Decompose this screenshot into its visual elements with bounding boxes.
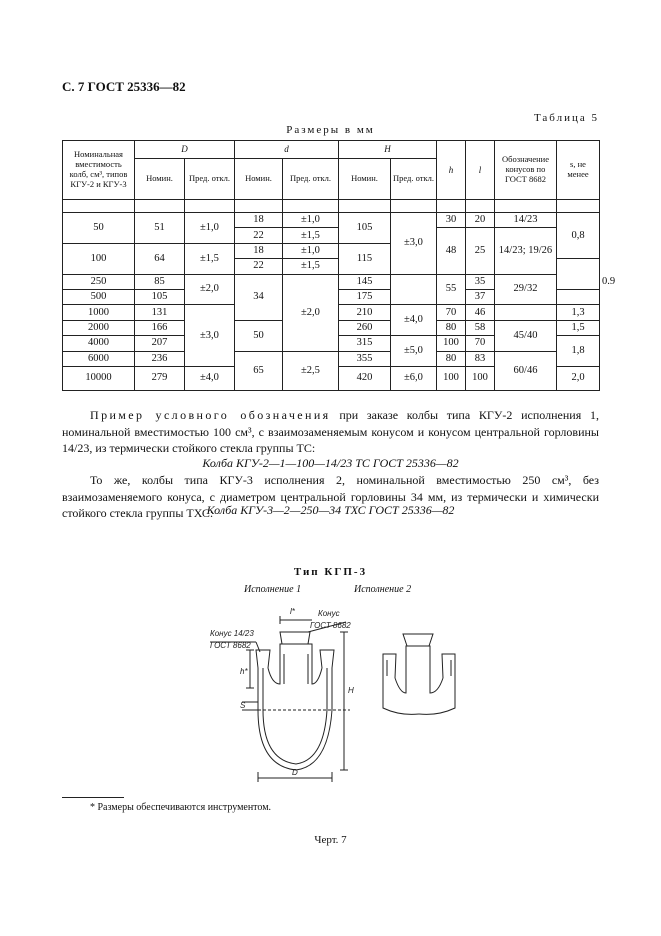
table-cell: 0,8 <box>557 213 600 259</box>
col-s: s, не менее <box>557 141 600 200</box>
table-cell: ±1,5 <box>185 243 235 274</box>
table-cell: 250 <box>63 274 135 289</box>
table-cell: 35 <box>466 274 495 289</box>
table-cell: ±1,5 <box>283 228 339 243</box>
table-cell: 80 <box>437 351 466 366</box>
col-H-tol: Пред. откл. <box>391 159 437 200</box>
col-d-tol: Пред. откл. <box>283 159 339 200</box>
example-text-1: при заказе колбы типа КГУ-2 исполнения 1, номинальной вместимостью 100 см³, с взаимозаменяемым конусом и конусом центральной горловины 14/23, из термически стойкого стекла группы ТС: <box>62 408 599 455</box>
col-cone: Обозначение конусов по ГОСТ 8682 <box>495 141 557 200</box>
dim-l-label: l* <box>290 607 295 616</box>
col-d-nom: Номин. <box>235 159 283 200</box>
table-cell: 175 <box>339 289 391 304</box>
table-cell: 85 <box>135 274 185 289</box>
table-cell: 1000 <box>63 305 135 320</box>
table-cell: 83 <box>466 351 495 366</box>
table-cell: 65 <box>235 351 283 390</box>
table-cell: ±3,0 <box>185 305 235 367</box>
table-cell: 18 <box>235 243 283 258</box>
label-cone-left: Конус 14/23 <box>210 629 254 638</box>
table-cell: 70 <box>437 305 466 320</box>
flask-drawing <box>200 598 470 788</box>
table-cell: 51 <box>135 213 185 244</box>
table-cell: ±1,0 <box>283 213 339 228</box>
flask-body-outline <box>258 710 332 770</box>
page-header: С. 7 ГОСТ 25336—82 <box>62 79 186 94</box>
table-cell: 55 <box>437 274 466 305</box>
table-cell <box>495 305 557 320</box>
table-cell: 100 <box>437 366 466 390</box>
label-gost-left: ГОСТ 8682 <box>210 641 251 650</box>
table-cell: ±1,5 <box>283 259 339 274</box>
dim-D-label: D <box>292 768 298 777</box>
table-cell: ±2,0 <box>283 274 339 351</box>
table-cell: 2000 <box>63 320 135 335</box>
table-cell: 100 <box>466 366 495 390</box>
table-cell: ±3,0 <box>391 213 437 275</box>
table-cell: 210 <box>339 305 391 320</box>
table-cell: 6000 <box>63 351 135 366</box>
table-cell: 105 <box>135 289 185 304</box>
dimensions-table: Номинальная вместимость колб, см³, типов КГУ-2 и КГУ-3 D d H h l Обозначение конусов по ГОСТ 8682 s, не менее Номин. Пред. откл. Номин. Пред. откл. Номин. Пред. откл. 50 51 ±1,0 18 ±1,0 105 ±3,0 30 20 14/23 0,8 22 ±1,5 48 25 14/23; 19/26 100 64 ±1,5 18 ±1,0 115 22 ±1,5 250 85 ±2,0 34 ±2,0 145 55 35 29/32 0.9 500 105 175 37 1000 131 ±3,0 210 ±4,0 70 46 1,3 2000 166 50 260 80 58 45/40 1,5 4000 207 315 ±5,0 100 70 1,8 6000 236 65 ±2,5 355 80 83 60/46 10000 279 ±4,0 420 ±6,0 100 100 2,0 <box>62 140 600 391</box>
table-cell: ±2,5 <box>283 351 339 390</box>
table-cell: 22 <box>235 259 283 274</box>
figure-title: Тип КГП-3 <box>293 566 368 578</box>
col-D: D <box>135 141 235 159</box>
col-l: l <box>466 141 495 200</box>
table-cell <box>557 259 600 290</box>
table-cell: 1,3 <box>557 305 600 320</box>
table-cell: 500 <box>63 289 135 304</box>
dim-s-label: S <box>240 701 246 710</box>
example-text-2: То же, колбы типа КГУ-3 исполнения 2, номинальной вместимостью 250 см³, без взаимозаменяемого конуса, с диаметром центральной горловины 34 мм, из термически и химически стойкого стекла группы ТХС: <box>62 473 599 520</box>
table-cell: 207 <box>135 336 185 351</box>
table-cell: 48 <box>437 228 466 274</box>
designation-2: Колба КГУ-3—2—250—34 ТХС ГОСТ 25336—82 <box>206 503 455 517</box>
table-cell: ±6,0 <box>391 366 437 390</box>
table-cell: 14/23 <box>495 213 557 228</box>
table-cell: 30 <box>437 213 466 228</box>
table-cell: 115 <box>339 243 391 274</box>
table-number: Таблица 5 <box>533 112 599 124</box>
table-cell: 25 <box>466 228 495 274</box>
table-cell: 145 <box>339 274 391 289</box>
table-cell: ±4,0 <box>185 366 235 390</box>
table-cell: 420 <box>339 366 391 390</box>
variant-2-label: Исполнение 2 <box>354 584 412 595</box>
table-cell: 64 <box>135 243 185 274</box>
table-cell: 50 <box>235 320 283 351</box>
table-cell: 37 <box>466 289 495 304</box>
table-cell: 29/32 <box>495 274 557 305</box>
table-cell: 166 <box>135 320 185 335</box>
designation-1: Колба КГУ-2—1—100—14/23 ТС ГОСТ 25336—82 <box>202 456 459 470</box>
col-h: h <box>437 141 466 200</box>
table-cell <box>557 289 600 304</box>
table-cell: 105 <box>339 213 391 244</box>
table-cell: 236 <box>135 351 185 366</box>
table-cell: 355 <box>339 351 391 366</box>
label-cone-right: Конус <box>318 609 340 618</box>
table-cell <box>391 274 437 305</box>
table-cell: 18 <box>235 213 283 228</box>
table-cell: 4000 <box>63 336 135 351</box>
example-lead: Пример условного обозначения <box>90 408 331 422</box>
dim-H-label: H <box>348 686 354 695</box>
example-paragraph <box>62 407 599 457</box>
table-cell: 279 <box>135 366 185 390</box>
table-caption: Размеры в мм <box>286 124 375 136</box>
table-cell: 1,5 <box>557 320 600 335</box>
table-cell: ±2,0 <box>185 274 235 305</box>
table-cell: 34 <box>235 274 283 320</box>
table-cell: 80 <box>437 320 466 335</box>
table-cell: 2,0 <box>557 366 600 390</box>
table-cell: ±1,0 <box>185 213 235 244</box>
figure-caption: Черт. 7 <box>314 834 347 846</box>
table-cell: 45/40 <box>495 320 557 351</box>
table-cell: 131 <box>135 305 185 320</box>
table-cell: 14/23; 19/26 <box>495 228 557 274</box>
footnote-rule <box>62 797 124 798</box>
col-H: H <box>339 141 437 159</box>
table-cell: 70 <box>466 336 495 351</box>
label-gost-right: ГОСТ 8682 <box>310 621 351 630</box>
table-cell: 1,8 <box>557 336 600 367</box>
col-H-nom: Номин. <box>339 159 391 200</box>
table-cell: 22 <box>235 228 283 243</box>
footnote: * Размеры обеспечиваются инструментом. <box>90 802 272 813</box>
col-d: d <box>235 141 339 159</box>
table-cell: 46 <box>466 305 495 320</box>
table-cell: 10000 <box>63 366 135 390</box>
table-cell: 50 <box>63 213 135 244</box>
table-cell: 58 <box>466 320 495 335</box>
table-cell: ±1,0 <box>283 243 339 258</box>
variant-1-label: Исполнение 1 <box>244 584 302 595</box>
table-cell: 260 <box>339 320 391 335</box>
table-cell: ±5,0 <box>391 336 437 367</box>
table-cell: 20 <box>466 213 495 228</box>
col-capacity: Номинальная вместимость колб, см³, типов КГУ-2 и КГУ-3 <box>63 141 135 200</box>
table-cell: 60/46 <box>495 351 557 390</box>
table-cell: ±4,0 <box>391 305 437 336</box>
table-cell: 100 <box>437 336 466 351</box>
col-D-tol: Пред. откл. <box>185 159 235 200</box>
dim-h-label: h* <box>240 667 248 676</box>
col-D-nom: Номин. <box>135 159 185 200</box>
table-cell: 100 <box>63 243 135 274</box>
table-cell: 315 <box>339 336 391 351</box>
